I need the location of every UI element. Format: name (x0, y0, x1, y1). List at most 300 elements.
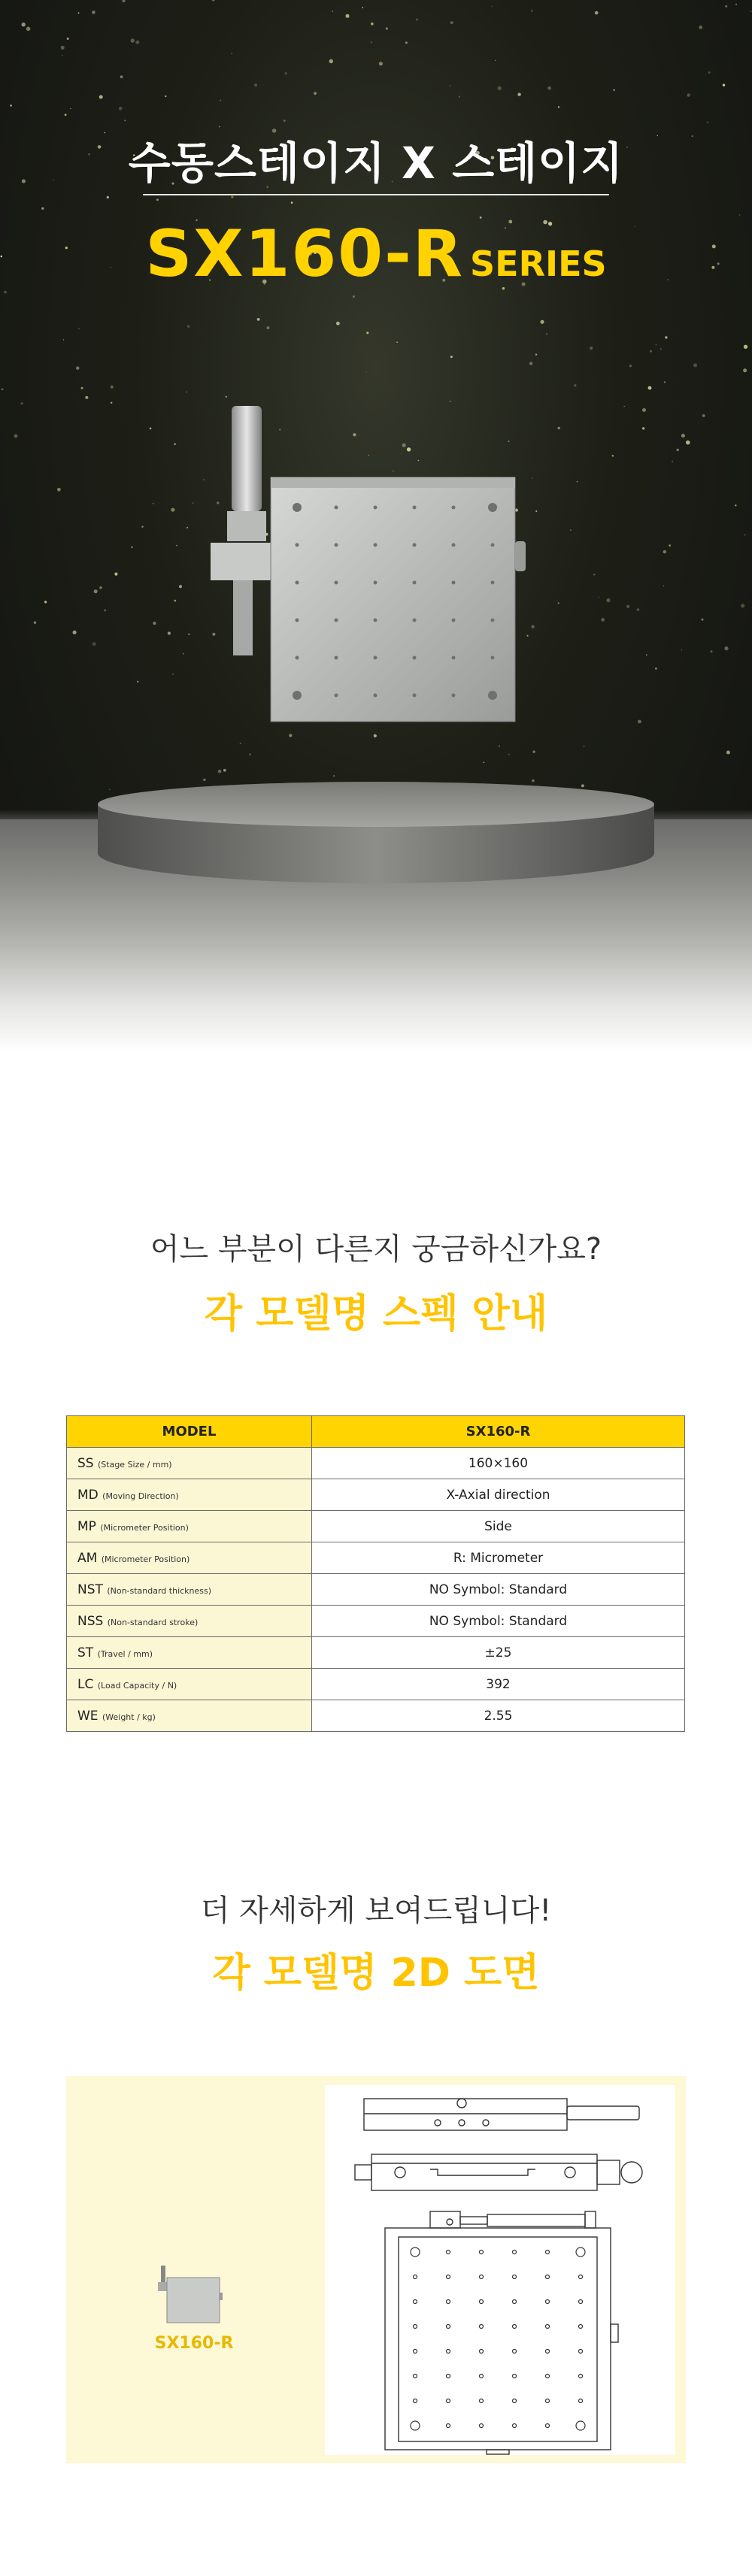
star-dot (2, 389, 4, 391)
spec-value: X-Axial direction (312, 1479, 685, 1511)
star-dot (171, 508, 174, 512)
star-dot (725, 5, 727, 8)
mount-hole (452, 619, 456, 622)
spec-table (66, 1415, 685, 1732)
star-dot (174, 600, 177, 602)
drawing-hole (579, 2350, 583, 2354)
spec-abbr: LC (77, 1676, 94, 1692)
spec-label (67, 1542, 312, 1574)
star-dot (606, 598, 610, 602)
spec-abbr: NST (77, 1582, 103, 1597)
drawing-hole (546, 2251, 550, 2254)
spec-question: 어느 부분이 다른지 궁금하신가요? (150, 1232, 602, 1267)
star-dot (499, 746, 500, 747)
star-dot (708, 71, 711, 74)
drawing-question: 더 자세하게 보여드립니다! (200, 1893, 552, 1928)
star-dot (285, 72, 287, 74)
star-dot (231, 53, 232, 54)
star-dot (735, 504, 736, 506)
star-dot (362, 7, 363, 8)
drawing-hole (480, 2300, 484, 2304)
star-dot (226, 396, 227, 398)
star-dot (741, 604, 744, 607)
star-dot (41, 207, 44, 210)
display-pedestal (98, 782, 654, 887)
mount-hole (335, 543, 338, 547)
mount-hole (293, 503, 302, 512)
drawing-hole (414, 2399, 417, 2403)
mount-hole (335, 656, 338, 660)
star-dot (535, 354, 537, 356)
star-dot (240, 743, 241, 744)
star-dot (92, 11, 96, 14)
drawing-hole (480, 2399, 484, 2403)
star-dot (168, 631, 171, 634)
mount-hole (335, 506, 338, 510)
drawing-hole (447, 2399, 450, 2403)
spec-value: R: Micrometer (312, 1542, 685, 1574)
spec-row (67, 1448, 685, 1479)
star-dot (665, 336, 667, 338)
star-dot (94, 589, 98, 593)
spec-desc: (Micrometer Position) (101, 1554, 190, 1564)
mount-hole (452, 581, 456, 585)
star-dot (459, 96, 460, 98)
spec-label (67, 1574, 312, 1606)
star-dot (366, 372, 367, 373)
star-dot (598, 597, 599, 598)
drawing-hole (546, 2375, 550, 2378)
drawing-hole (513, 2375, 517, 2378)
star-dot (686, 440, 690, 445)
mount-hole (413, 543, 417, 547)
drawing-hole (513, 2350, 517, 2354)
spec-table-header (67, 1416, 685, 1448)
star-dot (558, 106, 559, 107)
drawing-hole (579, 2275, 583, 2279)
spec-abbr: SS (77, 1455, 94, 1471)
star-dot (165, 95, 166, 97)
star-dot (648, 386, 652, 390)
star-dot (450, 401, 451, 402)
star-dot (135, 41, 139, 44)
mount-hole (335, 694, 338, 698)
drawing-hole (414, 2300, 417, 2304)
star-dot (379, 62, 383, 65)
star-dot (508, 754, 510, 755)
star-dot (739, 214, 740, 215)
star-dot (547, 86, 551, 90)
star-dot (450, 21, 453, 24)
star-dot (629, 365, 632, 367)
star-dot (67, 38, 69, 40)
star-dot (223, 769, 226, 772)
star-dot (150, 428, 152, 430)
mount-hole (374, 581, 378, 585)
drawing-hole (513, 2424, 517, 2428)
mount-hole (296, 619, 299, 622)
star-dot (711, 650, 713, 652)
star-dot (532, 750, 535, 752)
star-dot (669, 544, 671, 546)
spec-abbr: AM (77, 1550, 98, 1566)
star-dot (495, 60, 496, 61)
mount-hole (335, 581, 338, 585)
spec-row (67, 1606, 685, 1637)
drawing-hole (546, 2399, 550, 2403)
drawing-hole (447, 2300, 450, 2304)
star-dot (76, 366, 80, 370)
drawing-hole (513, 2399, 517, 2403)
star-dot (131, 38, 135, 42)
star-dot (570, 529, 572, 531)
star-dot (231, 195, 233, 198)
star-dot (677, 449, 679, 451)
star-dot (735, 4, 737, 5)
stage-product-render (203, 406, 549, 737)
star-dot (249, 753, 251, 755)
star-dot (99, 586, 102, 589)
star-dot (702, 619, 704, 621)
spec-desc: (Travel / mm) (97, 1648, 153, 1659)
star-dot (153, 503, 154, 504)
hero-model-code: SX160-R (145, 216, 465, 292)
star-dot (492, 6, 493, 7)
spec-label (67, 1448, 312, 1479)
mount-hole (413, 581, 417, 585)
star-dot (529, 362, 532, 365)
star-dot (284, 120, 286, 122)
spec-header-value: SX160-R (312, 1416, 685, 1448)
star-dot (34, 622, 36, 624)
mount-hole (491, 656, 495, 660)
star-dot (353, 295, 355, 298)
star-dot (371, 41, 372, 43)
star-dot (107, 196, 109, 198)
star-dot (750, 11, 751, 12)
star-dot (65, 114, 67, 116)
hero-banner (0, 0, 752, 1052)
drawing-hole (579, 2399, 583, 2403)
star-dot (646, 654, 647, 655)
star-dot (517, 93, 520, 96)
hero-model-series: SERIES (470, 244, 607, 284)
spec-abbr: MP (77, 1518, 96, 1534)
star-dot (99, 95, 103, 99)
spec-desc: (Load Capacity / N) (97, 1680, 177, 1691)
star-dot (693, 363, 697, 367)
drawing-hole (513, 2300, 517, 2304)
spec-desc: (Non-standard thickness) (107, 1585, 212, 1596)
star-dot (22, 23, 26, 26)
drawing-hole (513, 2325, 517, 2329)
spec-heading: 각 모델명 스펙 안내 (204, 1291, 548, 1336)
star-dot (10, 104, 12, 107)
mount-hole (413, 694, 417, 698)
star-dot (663, 550, 666, 553)
drawing-hole (447, 2424, 450, 2428)
star-dot (371, 23, 374, 26)
star-dot (726, 751, 730, 755)
star-dot (123, 0, 126, 2)
spec-row (67, 1669, 685, 1700)
star-dot (212, 0, 214, 2)
mount-hole (374, 619, 378, 622)
spec-value: 2.55 (312, 1700, 685, 1732)
spec-label (67, 1637, 312, 1669)
star-dot (156, 198, 159, 201)
drawing-hole (513, 2251, 517, 2254)
star-dot (124, 120, 126, 121)
star-dot (333, 775, 335, 776)
spec-abbr: WE (77, 1708, 99, 1724)
drawing-hole (576, 2248, 585, 2257)
star-dot (650, 350, 652, 353)
star-dot (484, 762, 485, 764)
star-dot (623, 406, 625, 407)
star-dot (336, 322, 340, 325)
drawing-hole (579, 2300, 583, 2304)
star-dot (179, 585, 182, 588)
star-dot (174, 443, 176, 446)
star-dot (660, 349, 661, 350)
spec-desc: (Stage Size / mm) (98, 1459, 172, 1470)
mount-hole (296, 581, 299, 585)
drawing-hole (546, 2424, 550, 2428)
star-dot (62, 55, 63, 56)
star-dot (63, 339, 64, 340)
mount-hole (374, 543, 378, 547)
mount-hole (452, 656, 456, 660)
star-dot (577, 481, 578, 483)
star-dot (638, 720, 641, 724)
spec-abbr: ST (77, 1645, 94, 1660)
star-dot (254, 83, 257, 86)
mount-hole (296, 543, 299, 547)
drawing-heading: 각 모델명 2D 도면 (212, 1951, 540, 1996)
mount-hole (491, 581, 495, 585)
mount-hole (491, 543, 495, 547)
mount-hole (413, 506, 417, 510)
star-dot (111, 402, 112, 404)
star-dot (595, 11, 599, 15)
star-dot (57, 488, 61, 492)
star-dot (70, 108, 71, 109)
star-dot (672, 461, 673, 462)
star-dot (81, 387, 83, 389)
star-dot (743, 368, 747, 372)
star-dot (14, 434, 18, 438)
star-dot (85, 396, 88, 399)
star-dot (541, 320, 544, 324)
spec-row (67, 1637, 685, 1669)
star-dot (593, 574, 595, 575)
star-dot (119, 107, 123, 110)
mount-hole (488, 503, 497, 512)
star-dot (218, 770, 222, 773)
spec-label (67, 1606, 312, 1637)
drawing-hole (411, 2421, 420, 2430)
star-dot (314, 92, 317, 95)
star-dot (590, 347, 593, 350)
stage-thumbnail (156, 2266, 232, 2326)
hero-title: 수동스테이지 X 스테이지 (128, 138, 624, 189)
star-dot (642, 408, 646, 412)
spec-value: NO Symbol: Standard (312, 1574, 685, 1606)
thumbnail-label: SX160-R (154, 2334, 234, 2353)
drawing-panel (66, 2076, 686, 2463)
star-dot (396, 341, 398, 343)
drawing-hole (513, 2275, 517, 2279)
star-dot (664, 381, 666, 383)
star-dot (546, 333, 547, 334)
drawing-hole (447, 2350, 450, 2354)
star-dot (131, 546, 133, 549)
star-dot (44, 601, 47, 603)
star-dot (111, 386, 114, 389)
star-dot (329, 59, 333, 63)
spec-row (67, 1574, 685, 1606)
star-dot (153, 622, 156, 625)
star-dot (386, 28, 388, 30)
mount-hole (374, 656, 378, 660)
star-dot (707, 122, 709, 124)
star-dot (187, 325, 190, 328)
star-dot (346, 14, 350, 18)
star-dot (183, 653, 184, 655)
star-dot (574, 384, 576, 386)
spec-value: NO Symbol: Standard (312, 1606, 685, 1637)
star-dot (744, 534, 746, 536)
star-dot (626, 605, 629, 608)
spec-abbr: MD (77, 1487, 99, 1503)
star-dot (114, 573, 117, 576)
mount-hole (491, 619, 495, 622)
drawing-hole (579, 2325, 583, 2329)
drawing-hole (447, 2251, 450, 2254)
star-dot (557, 427, 560, 430)
star-dot (61, 46, 65, 50)
hero-divider (143, 194, 609, 195)
spec-value: 392 (312, 1669, 685, 1700)
star-dot (78, 328, 80, 329)
drawing-hole (414, 2375, 417, 2378)
star-dot (744, 345, 747, 349)
mount-hole (374, 694, 378, 698)
spec-label (67, 1669, 312, 1700)
spec-row (67, 1700, 685, 1732)
mount-hole (452, 694, 456, 698)
star-dot (450, 356, 453, 358)
star-dot (172, 674, 174, 675)
drawing-hole (411, 2248, 420, 2257)
star-dot (699, 26, 702, 29)
star-dot (20, 402, 23, 404)
drawing-hole (447, 2375, 450, 2378)
drawing-hole (546, 2350, 550, 2354)
drawing-hole (480, 2375, 484, 2378)
star-dot (724, 646, 728, 650)
star-dot (186, 527, 188, 528)
mount-hole (452, 506, 456, 510)
spec-abbr: NSS (77, 1613, 104, 1629)
drawing-hole (414, 2350, 417, 2354)
star-dot (723, 84, 725, 86)
spec-value: 160×160 (312, 1448, 685, 1479)
star-dot (291, 201, 293, 204)
drawing-hole (480, 2275, 484, 2279)
drawing-hole (480, 2251, 484, 2254)
spec-row (67, 1542, 685, 1574)
spec-header-model: MODEL (67, 1416, 312, 1448)
drawing-hole (414, 2325, 417, 2329)
star-dot (642, 427, 644, 429)
star-dot (687, 93, 690, 96)
mount-hole (413, 656, 417, 660)
star-dot (220, 100, 221, 101)
star-dot (416, 19, 418, 21)
drawing-hole (546, 2275, 550, 2279)
star-dot (26, 27, 31, 32)
spec-desc: (Weight / kg) (102, 1712, 156, 1722)
star-dot (681, 649, 683, 651)
star-dot (655, 667, 657, 670)
mount-hole (335, 619, 338, 622)
star-dot (613, 89, 615, 92)
star-dot (498, 86, 502, 90)
star-dot (120, 75, 123, 78)
mount-hole (413, 619, 417, 622)
star-dot (601, 618, 605, 622)
star-dot (257, 318, 260, 321)
hero-model-name (0, 216, 752, 292)
star-dot (141, 526, 143, 528)
spec-value: ±25 (312, 1637, 685, 1669)
star-dot (702, 414, 705, 417)
drawing-hole (546, 2300, 550, 2304)
mount-hole (296, 656, 299, 660)
drawing-hole (480, 2325, 484, 2329)
2d-technical-drawing (325, 2085, 675, 2455)
star-dot (637, 608, 640, 611)
mount-hole (452, 543, 456, 547)
spec-desc: (Non-standard stroke) (107, 1617, 199, 1627)
spec-label (67, 1479, 312, 1511)
star-dot (267, 326, 270, 329)
star-dot (73, 631, 77, 634)
star-dot (92, 642, 96, 646)
drawing-hole (447, 2325, 450, 2329)
mount-hole (374, 506, 378, 510)
spec-desc: (Moving Direction) (102, 1491, 179, 1501)
star-dot (176, 545, 177, 546)
star-dot (405, 41, 408, 44)
drawing-hole (480, 2350, 484, 2354)
drawing-hole (579, 2375, 583, 2378)
star-dot (203, 779, 205, 781)
mount-hole (488, 691, 497, 700)
spec-value: Side (312, 1511, 685, 1542)
star-dot (584, 746, 585, 747)
spec-row (67, 1479, 685, 1511)
spec-row (67, 1511, 685, 1542)
star-dot (612, 455, 614, 456)
star-dot (188, 634, 190, 635)
star-dot (681, 434, 685, 437)
drawing-hole (480, 2424, 484, 2428)
star-dot (366, 331, 368, 334)
star-dot (558, 602, 559, 604)
